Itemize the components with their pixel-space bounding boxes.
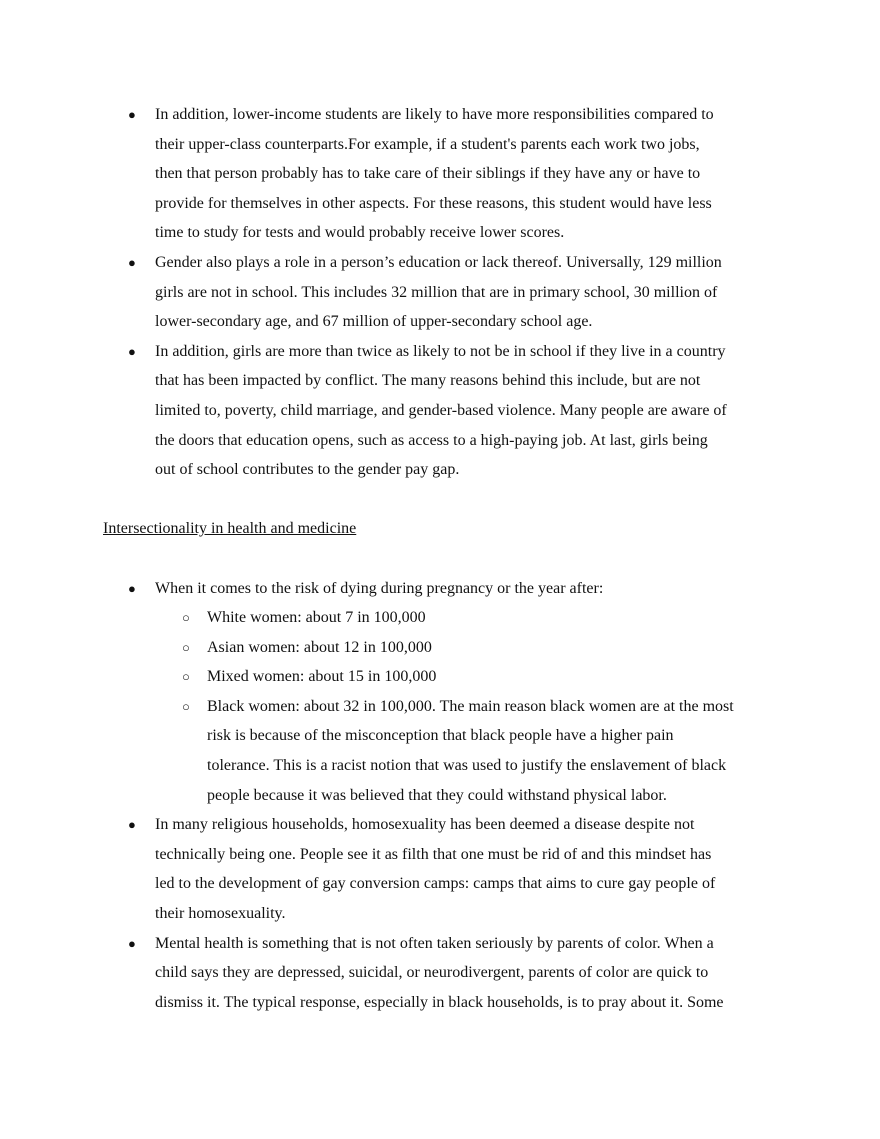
list-item-text-line: the doors that education opens, such as access to a high-paying job. At last, girls being (155, 431, 708, 449)
document-page (0, 100, 880, 1017)
list-item (0, 337, 880, 485)
list-item-text-line: limited to, poverty, child marriage, and gender-based violence. Many people are aware of (155, 401, 727, 419)
list-item (0, 248, 880, 337)
list-item (0, 100, 880, 248)
sub-list-item (0, 692, 880, 810)
list-item-text-line: tolerance. This is a racist notion that was used to justify the enslavement of black (207, 757, 727, 775)
list-item-text-line: then that person probably has to take care of their siblings if they have any or have to (155, 165, 701, 183)
list-item (0, 810, 880, 928)
list-item-text-line: time to study for tests and would probably receive lower scores. (155, 224, 565, 242)
sub-list-item (0, 662, 880, 692)
bullet-list-education (0, 100, 880, 485)
list-item-text-line: that has been impacted by conflict. The many reasons behind this include, but are not (155, 372, 701, 390)
section-heading: Intersectionality in health and medicine (103, 520, 357, 538)
list-item-text-line: dismiss it. The typical response, especially in black households, is to pray about it. Some (155, 993, 724, 1011)
list-item-text-line: lower-secondary age, and 67 million of upper-secondary school age. (155, 313, 593, 331)
bullet-list-continued (0, 810, 880, 1017)
list-item-text-line: their homosexuality. (155, 905, 286, 923)
list-item-text-line: technically being one. People see it as filth that one must be rid of and this mindset has (155, 845, 712, 863)
list-item-text-line: child says they are depressed, suicidal, or neurodivergent, parents of color are quick to (155, 964, 709, 982)
bullet-icon: ● (128, 343, 136, 359)
sub-list-item (0, 603, 880, 633)
list-item-text-line: Mixed women: about 15 in 100,000 (207, 668, 437, 686)
list-item-text-line: provide for themselves in other aspects. For these reasons, this student would have less (155, 194, 712, 212)
hollow-bullet-icon: ○ (182, 669, 190, 685)
list-item-text-line: White women: about 7 in 100,000 (207, 609, 426, 627)
list-item (0, 929, 880, 1018)
list-item-text-line: In addition, girls are more than twice as likely to not be in school if they live in a country (155, 342, 726, 360)
list-item-text-line: risk is because of the misconception that black people have a higher pain (207, 727, 674, 745)
list-item-text-line: In many religious households, homosexuality has been deemed a disease despite not (155, 816, 695, 834)
list-item-text-line: out of school contributes to the gender pay gap. (155, 461, 460, 479)
list-item-text-line: Asian women: about 12 in 100,000 (207, 638, 432, 656)
hollow-bullet-icon: ○ (182, 698, 190, 714)
list-item-text-line: their upper-class counterparts.For example, if a student's parents each work two jobs, (155, 135, 700, 153)
list-item-text-line: Black women: about 32 in 100,000. The main reason black women are at the most (207, 697, 734, 715)
hollow-bullet-icon: ○ (182, 639, 190, 655)
sub-list-item (0, 633, 880, 663)
list-item-text-line: led to the development of gay conversion camps: camps that aims to cure gay people of (155, 875, 716, 893)
hollow-bullet-icon: ○ (182, 610, 190, 626)
bullet-icon: ● (128, 580, 136, 596)
bullet-icon: ● (128, 107, 136, 122)
bullet-icon: ● (128, 817, 136, 833)
list-item-text-line: Mental health is something that is not often taken seriously by parents of color. When a (155, 934, 714, 952)
list-item-text: When it comes to the risk of dying during pregnancy or the year after: (155, 579, 604, 597)
list-item (0, 574, 880, 604)
list-item-text-line: In addition, lower-income students are likely to have more responsibilities compared to (155, 106, 714, 123)
sub-list (0, 603, 880, 810)
bullet-icon: ● (128, 254, 136, 270)
list-item-text-line: people because it was believed that they could withstand physical labor. (207, 786, 667, 804)
list-item-text-line: Gender also plays a role in a person’s education or lack thereof. Universally, 129 million (155, 253, 722, 271)
bullet-icon: ● (128, 935, 136, 951)
bullet-list-health (0, 574, 880, 1018)
list-item-text-line: girls are not in school. This includes 32 million that are in primary school, 30 million of (155, 283, 718, 301)
